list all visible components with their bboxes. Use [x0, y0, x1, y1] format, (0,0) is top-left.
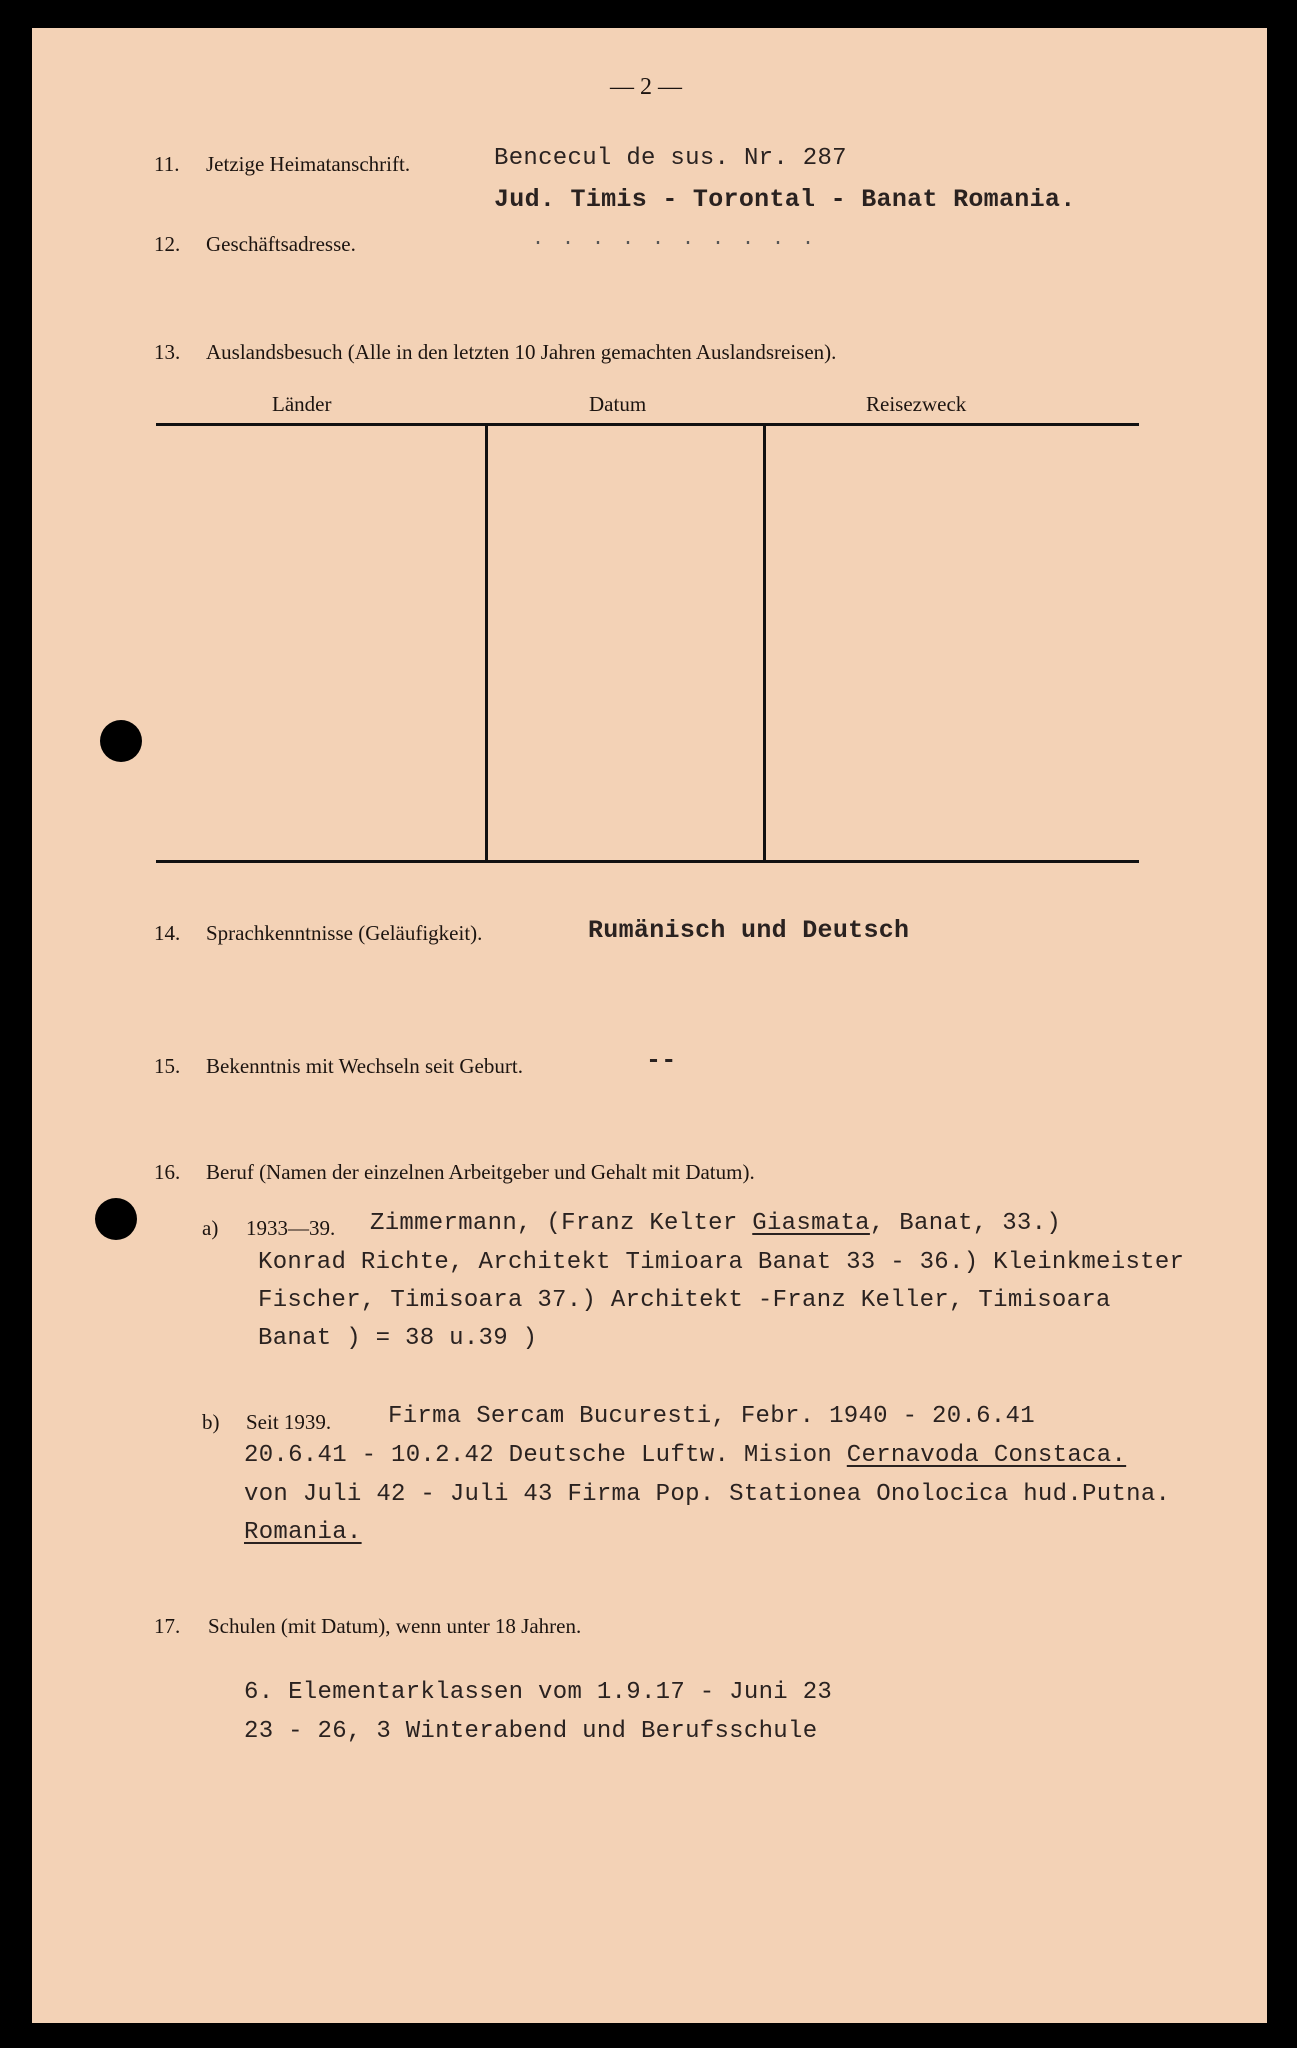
schools-line-1: 6. Elementarklassen vom 1.9.17 - Juni 23	[244, 1679, 833, 1706]
item-13-label: Auslandsbesuch (Alle in den letzten 10 Jahren gemachten Auslandsreisen).	[206, 340, 837, 364]
item-12-number: 12.	[154, 232, 181, 256]
employment-a-line-2: Konrad Richte, Architekt Timioara Banat 33 - 36.) Kleinkmeister	[258, 1249, 1185, 1276]
languages-value: Rumänisch und Deutsch	[588, 916, 910, 945]
column-header-date: Datum	[589, 392, 647, 416]
punch-hole-icon	[100, 720, 142, 762]
item-12-label: Geschäftsadresse.	[206, 232, 356, 256]
table-bottom-rule	[156, 860, 1139, 863]
punch-hole-icon	[95, 1198, 137, 1240]
item-16b-marker: b)	[202, 1410, 220, 1434]
item-16b-years: Seit 1939.	[246, 1410, 332, 1434]
item-16-label: Beruf (Namen der einzelnen Arbeitgeber und Gehalt mit Datum).	[206, 1160, 755, 1184]
item-13-number: 13.	[154, 340, 181, 364]
item-16a-marker: a)	[202, 1216, 219, 1240]
item-16a-years: 1933—39.	[246, 1216, 336, 1240]
table-top-rule	[156, 423, 1139, 426]
home-address-line-2: Jud. Timis - Torontal - Banat Romania.	[494, 185, 1076, 214]
document-page	[32, 28, 1267, 2023]
item-11-number: 11.	[154, 152, 180, 176]
employment-b-line-3: von Juli 42 - Juli 43 Firma Pop. Stationea Onolocica hud.Putna.	[244, 1481, 1171, 1508]
column-header-countries: Länder	[272, 392, 332, 416]
table-column-divider	[485, 426, 488, 862]
item-15-label: Bekenntnis mit Wechseln seit Geburt.	[206, 1054, 523, 1078]
schools-line-2: 23 - 26, 3 Winterabend und Berufsschule	[244, 1718, 818, 1745]
employment-a-line-4: Banat ) = 38 u.39 )	[258, 1325, 538, 1352]
employment-b-line-2: 20.6.41 - 10.2.42 Deutsche Luftw. Mision Cernavoda Constaca.	[244, 1442, 1127, 1469]
dotted-line: ..........	[532, 228, 833, 251]
employment-a-line-1: Zimmermann, (Franz Kelter Giasmata, Banat, 33.)	[370, 1210, 1062, 1237]
item-14-number: 14.	[154, 921, 181, 945]
item-17-label: Schulen (mit Datum), wenn unter 18 Jahren.	[208, 1614, 582, 1638]
table-column-divider	[763, 426, 766, 862]
employment-b-line-4: Romania.	[244, 1519, 362, 1546]
item-17-number: 17.	[154, 1614, 181, 1638]
home-address-line-1: Bencecul de sus. Nr. 287	[494, 145, 847, 172]
item-16-number: 16.	[154, 1160, 181, 1184]
page-number: — 2 —	[610, 74, 682, 100]
religion-value: --	[646, 1046, 677, 1075]
column-header-purpose: Reisezweck	[866, 392, 967, 416]
item-15-number: 15.	[154, 1054, 181, 1078]
item-11-label: Jetzige Heimatanschrift.	[206, 152, 411, 176]
employment-a-line-3: Fischer, Timisoara 37.) Architekt -Franz Keller, Timisoara	[258, 1287, 1111, 1314]
item-14-label: Sprachkenntnisse (Geläufigkeit).	[206, 921, 483, 945]
employment-b-line-1: Firma Sercam Bucuresti, Febr. 1940 - 20.6.41	[388, 1403, 1035, 1430]
